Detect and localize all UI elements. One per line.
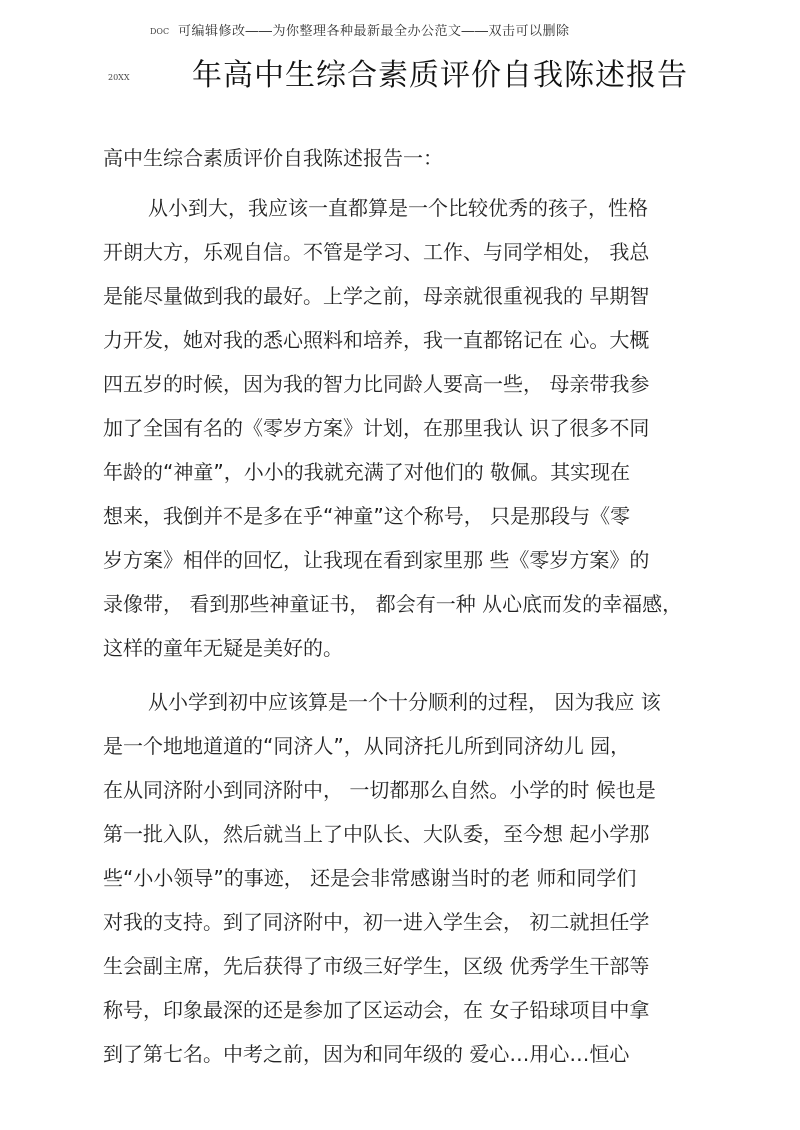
paragraph-line: 称号，印象最深的还是参加了区运动会，在 女子铅球项目中拿 [103,998,650,1022]
paragraph-line: 力开发，她对我的悉心照料和培养，我一直都铭记在 心。大概 [103,328,650,352]
paragraph-line: 从小到大，我应该一直都算是一个比较优秀的孩子，性格 [148,196,648,220]
paragraph-line: 从小学到初中应该算是一个十分顺利的过程， 因为我应 该 [148,690,661,714]
paragraph-line: 岁方案》相伴的回忆，让我现在看到家里那 些《零岁方案》的 [103,548,650,572]
paragraph-line: 些“小小领导”的事迹， 还是会非常感谢当时的老 师和同学们 [103,866,637,890]
section-heading: 高中生综合素质评价自我陈述报告一： [103,146,443,170]
paragraph-line: 这样的童年无疑是美好的。 [103,636,343,660]
document-title: 年高中生综合素质评价自我陈述报告 [192,58,688,93]
header-note: 可编辑修改――为你整理各种最新最全办公范文――双击可以删除 [178,24,570,39]
paragraph-line: 加了全国有名的《零岁方案》计划，在那里我认 识了很多不同 [103,416,650,440]
paragraph-line: 想来，我倒并不是多在乎“神童”这个称号， 只是那段与《零 [103,504,631,528]
paragraph-line: 生会副主席，先后获得了市级三好学生，区级 优秀学生干部等 [103,954,650,978]
paragraph-line: 是能尽量做到我的最好。上学之前，母亲就很重视我的 早期智 [103,284,650,308]
paragraph-line: 四五岁的时候，因为我的智力比同龄人要高一些， 母亲带我参 [103,372,650,396]
paragraph-line: 是一个地地道道的“同济人”，从同济托儿所到同济幼儿 园， [103,734,631,758]
paragraph-line: 第一批入队，然后就当上了中队长、大队委，至今想 起小学那 [103,822,650,846]
page-header [150,20,750,40]
paragraph-line: 对我的支持。到了同济附中，初一进入学生会， 初二就担任学 [103,910,650,934]
doc-tag: DOC [150,27,170,36]
paragraph-line: 到了第七名。中考之前，因为和同年级的 爱心…用心…恒心 [103,1042,630,1066]
paragraph-line: 录像带， 看到那些神童证书， 都会有一种 从心底而发的幸福感， [103,592,683,616]
paragraph-line: 年龄的“神童”，小小的我就充满了对他们的 敬佩。其实现在 [103,460,631,484]
paragraph-line: 在从同济附小到同济附中， 一切都那么自然。小学的时 候也是 [103,778,656,802]
year-tag: 20XX [108,73,130,82]
paragraph-line: 开朗大方，乐观自信。不管是学习、工作、与同学相处， 我总 [103,240,650,264]
